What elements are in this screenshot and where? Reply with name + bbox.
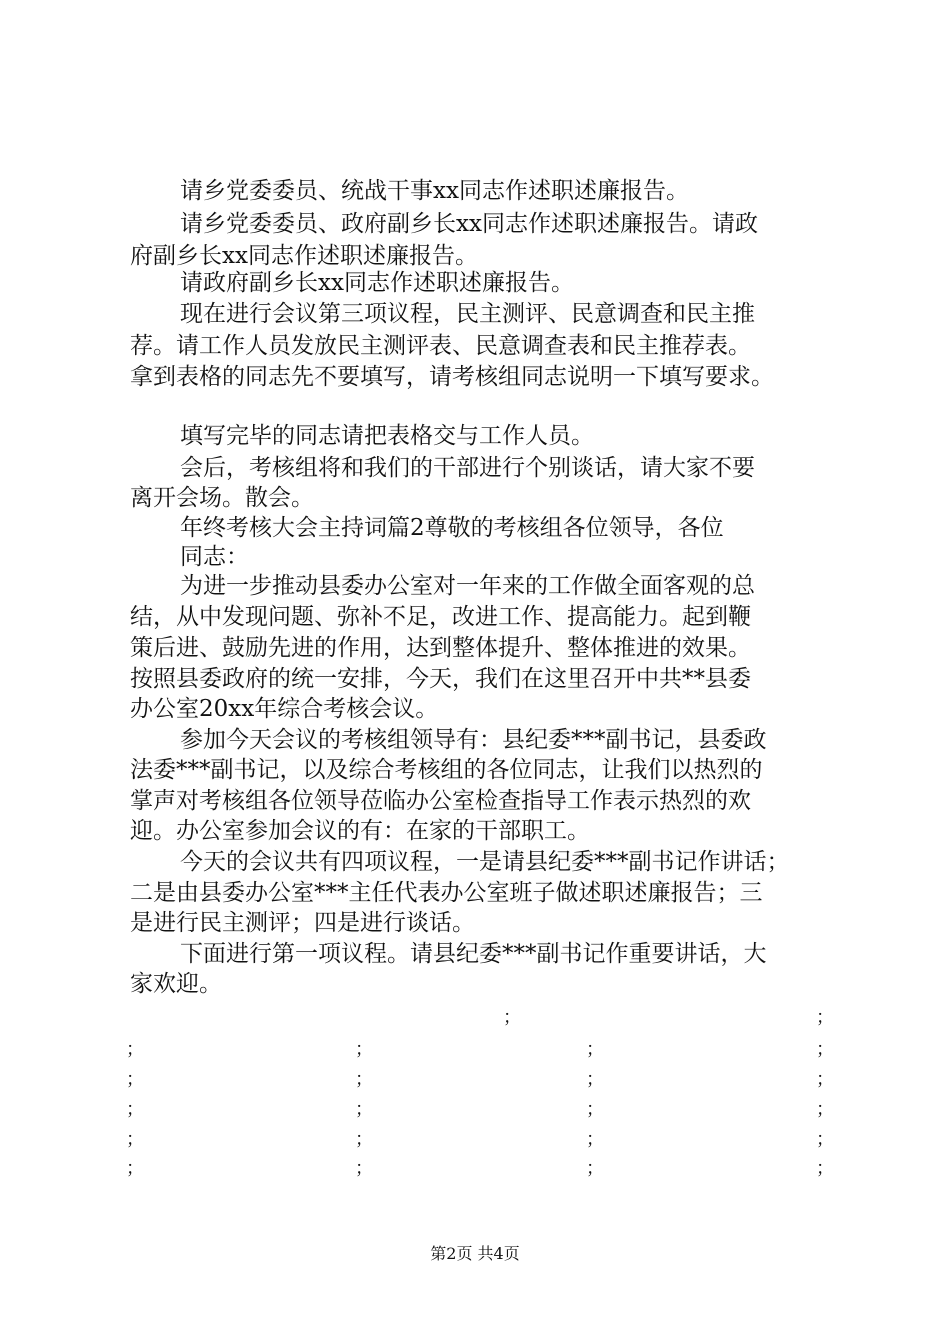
paragraph-line: 参加今天会议的考核组领导有：县纪委***副书记，县委政 xyxy=(180,727,767,753)
separator-mark: ； xyxy=(586,1099,604,1120)
separator-mark: ； xyxy=(816,1007,834,1028)
separator-mark: ； xyxy=(126,1158,144,1179)
separator-mark: ； xyxy=(126,1069,144,1090)
separator-mark: ； xyxy=(126,1099,144,1120)
separator-mark: ； xyxy=(586,1158,604,1179)
separator-mark: ； xyxy=(816,1158,834,1179)
separator-mark: ； xyxy=(816,1069,834,1090)
separator-mark: ； xyxy=(816,1039,834,1060)
paragraph-line: 家欢迎。 xyxy=(130,971,222,997)
separator-mark: ； xyxy=(586,1129,604,1150)
separator-mark: ； xyxy=(355,1099,373,1120)
separator-mark: ； xyxy=(816,1099,834,1120)
paragraph-line: 请乡党委委员、统战干事xx同志作述职述廉报告。 xyxy=(180,178,689,204)
paragraph-line: 为进一步推动县委办公室对一年来的工作做全面客观的总 xyxy=(180,573,755,599)
paragraph-line: 二是由县委办公室***主任代表办公室班子做述职述廉报告；三 xyxy=(130,880,763,906)
paragraph-line: 请乡党委委员、政府副乡长xx同志作述职述廉报告。请政 xyxy=(180,211,758,237)
separator-mark: ； xyxy=(126,1129,144,1150)
separator-mark: ； xyxy=(503,1007,521,1028)
separator-mark: ； xyxy=(586,1039,604,1060)
paragraph-line: 会后，考核组将和我们的干部进行个别谈话，请大家不要 xyxy=(180,455,755,481)
separator-mark: ； xyxy=(355,1069,373,1090)
paragraph-line: 按照县委政府的统一安排，今天，我们在这里召开中共**县委 xyxy=(130,666,751,692)
paragraph-line: 离开会场。散会。 xyxy=(130,485,314,511)
paragraph-line: 迎。办公室参加会议的有：在家的干部职工。 xyxy=(130,818,590,844)
paragraph-line: 府副乡长xx同志作述职述廉报告。 xyxy=(130,243,478,269)
paragraph-line: 拿到表格的同志先不要填写，请考核组同志说明一下填写要求。 xyxy=(130,364,774,390)
separator-mark: ； xyxy=(355,1129,373,1150)
paragraph-line: 策后进、鼓励先进的作用，达到整体提升、整体推进的效果。 xyxy=(130,635,751,661)
paragraph-line: 同志： xyxy=(180,544,249,570)
paragraph-line: 结，从中发现问题、弥补不足，改进工作、提高能力。起到鞭 xyxy=(130,604,751,630)
separator-mark: ； xyxy=(355,1158,373,1179)
paragraph-line: 填写完毕的同志请把表格交与工作人员。 xyxy=(180,423,594,449)
paragraph-line: 请政府副乡长xx同志作述职述廉报告。 xyxy=(180,270,574,296)
paragraph-line: 现在进行会议第三项议程，民主测评、民意调查和民主推 xyxy=(180,301,755,327)
separator-mark: ； xyxy=(126,1039,144,1060)
paragraph-line: 今天的会议共有四项议程，一是请县纪委***副书记作讲话； xyxy=(180,849,790,875)
paragraph-line: 法委***副书记，以及综合考核组的各位同志，让我们以热烈的 xyxy=(130,757,763,783)
paragraph-line: 是进行民主测评；四是进行谈话。 xyxy=(130,910,475,936)
separator-mark: ； xyxy=(816,1129,834,1150)
paragraph-line: 荐。请工作人员发放民主测评表、民意调查表和民主推荐表。 xyxy=(130,333,751,359)
page-footer: 第2页 共4页 xyxy=(430,1244,520,1263)
separator-mark: ； xyxy=(355,1039,373,1060)
paragraph-line: 年终考核大会主持词篇2尊敬的考核组各位领导，各位 xyxy=(180,515,724,541)
paragraph-line: 下面进行第一项议程。请县纪委***副书记作重要讲话，大 xyxy=(180,941,767,967)
paragraph-line: 办公室20xx年综合考核会议。 xyxy=(130,696,439,722)
paragraph-line: 掌声对考核组各位领导莅临办公室检查指导工作表示热烈的欢 xyxy=(130,788,751,814)
separator-mark: ； xyxy=(586,1069,604,1090)
